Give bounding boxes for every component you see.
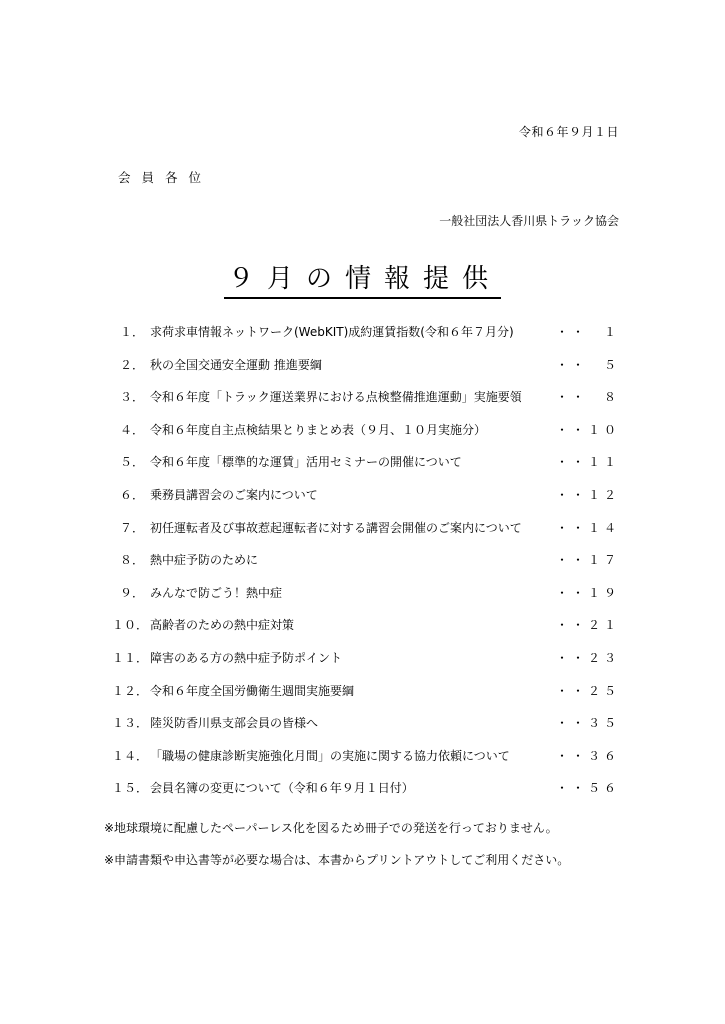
table-of-contents — [112, 322, 620, 811]
toc-item-page: ・・３５ — [555, 716, 620, 731]
toc-item-title: 会員名簿の変更について（令和６年９月１日付） — [150, 781, 414, 796]
toc-item-title: みんなで防ごう！熱中症 — [150, 585, 283, 600]
toc-item-number: ５． — [119, 455, 144, 470]
document-title-wrapper — [0, 258, 725, 299]
toc-item — [112, 355, 620, 388]
toc-item-page: ・・１１ — [555, 455, 620, 470]
toc-item — [112, 648, 620, 681]
toc-item-number: １１． — [112, 650, 149, 665]
recipient-line: 会員各位 — [118, 170, 213, 185]
toc-item-number: ６． — [119, 487, 144, 502]
document-title: ９月の情報提供 — [224, 258, 501, 299]
toc-item-page: ・・１２ — [555, 487, 620, 502]
toc-item-number: ７． — [119, 520, 144, 535]
toc-item-number: ３． — [119, 390, 144, 405]
toc-item-page: ・・１４ — [555, 520, 620, 535]
toc-item-number: １４． — [112, 748, 149, 763]
toc-item-title: 乗務員講習会のご案内について — [150, 487, 318, 502]
toc-item-page: ・・２５ — [555, 683, 620, 698]
toc-item — [112, 322, 620, 355]
toc-item — [112, 778, 620, 811]
toc-item — [112, 420, 620, 453]
toc-item — [112, 387, 620, 420]
toc-item-number: １５． — [112, 781, 149, 796]
note-paperless: ※地球環境に配慮したペーパーレス化を図るため冊子での発送を行っておりません。 — [104, 821, 558, 835]
toc-item-page: ・・ ８ — [555, 390, 620, 405]
toc-item-page: ・・５６ — [555, 781, 620, 796]
toc-item-page: ・・ ５ — [555, 357, 620, 372]
toc-item-title: 高齢者のための熱中症対策 — [150, 618, 295, 633]
toc-item-title: 令和６年度「標準的な運賃」活用セミナーの開催について — [150, 455, 462, 470]
toc-item-page: ・・２１ — [555, 618, 620, 633]
toc-item-number: １０． — [112, 618, 149, 633]
toc-item — [112, 681, 620, 714]
toc-item-page: ・・３６ — [555, 748, 620, 763]
toc-item — [112, 452, 620, 485]
toc-item-number: １． — [119, 325, 144, 339]
document-date: 令和６年９月１日 — [518, 125, 619, 139]
note-print-out: ※申請書類や申込書等が必要な場合は、本書からプリントアウトしてご利用ください。 — [104, 853, 570, 867]
toc-item-title: 秋の全国交通安全運動 推進要綱 — [150, 357, 322, 372]
toc-item-number: ８． — [119, 553, 144, 568]
toc-item-page: ・・１７ — [555, 553, 620, 568]
toc-item-page: ・・１０ — [555, 422, 620, 437]
toc-item-number: １３． — [112, 716, 149, 731]
toc-item-page: ・・２３ — [555, 650, 620, 665]
toc-item-title: 障害のある方の熱中症予防ポイント — [150, 650, 343, 665]
toc-item-number: １２． — [112, 683, 149, 698]
sender-organization: 一般社団法人香川県トラック協会 — [439, 214, 619, 228]
toc-item-title: 令和６年度全国労働衛生週間実施要綱 — [150, 683, 355, 698]
toc-item-title: 「職場の健康診断実施強化月間」の実施に関する協力依頼について — [150, 748, 510, 763]
toc-item-page: ・・ １ — [555, 325, 620, 339]
toc-item-title: 求荷求車情報ネットワーク(WebKIT)成約運賃指数(令和６年７月分) — [150, 325, 514, 339]
toc-item — [112, 583, 620, 616]
toc-item-number: ２． — [119, 357, 144, 372]
toc-item-title: 令和６年度自主点検結果とりまとめ表（９月、１０月実施分） — [150, 422, 487, 437]
toc-item — [112, 485, 620, 518]
toc-item-title: 令和６年度「トラック運送業界における点検整備推進運動」実施要領 — [150, 390, 522, 405]
toc-item-title: 熱中症予防のために — [150, 553, 259, 568]
toc-item — [112, 615, 620, 648]
toc-item — [112, 713, 620, 746]
toc-item-page: ・・１９ — [555, 585, 620, 600]
toc-item-title: 初任運転者及び事故惹起運転者に対する講習会開催のご案内について — [150, 520, 522, 535]
toc-item-number: ４． — [119, 422, 144, 437]
toc-item — [112, 518, 620, 551]
toc-item-number: ９． — [119, 585, 144, 600]
toc-item-title: 陸災防香川県支部会員の皆様へ — [150, 716, 319, 731]
toc-item — [112, 550, 620, 583]
toc-item — [112, 746, 620, 779]
